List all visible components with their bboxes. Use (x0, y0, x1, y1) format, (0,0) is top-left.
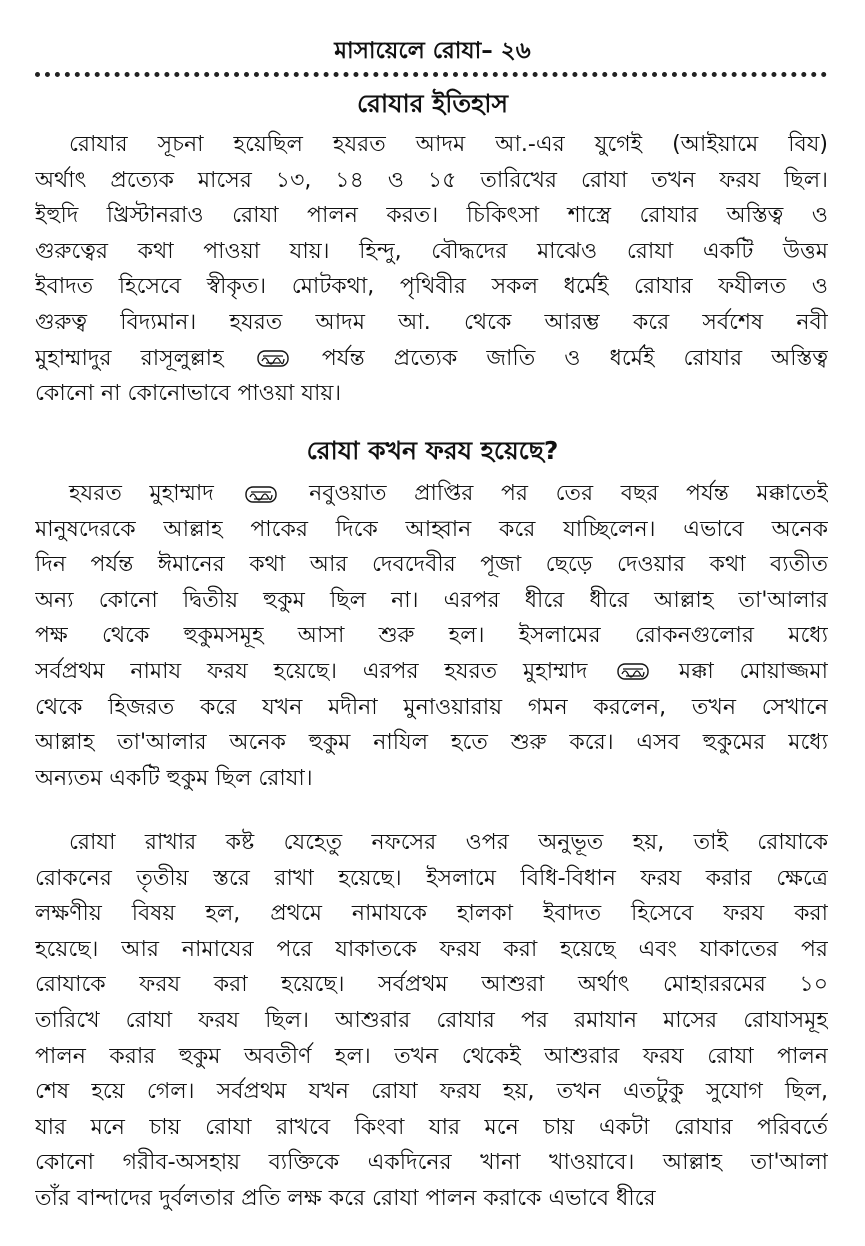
paragraph-fasting-stages (35, 825, 828, 1217)
arabic-calligraphy-salutation-icon (617, 663, 649, 680)
paragraph-when-obligatory (35, 476, 828, 796)
paragraph-history (35, 127, 828, 412)
text-line-segment: পর্যন্ত প্রত্যেক জাতি ও ধর্মেই রোযার অস্তিত্ব (321, 345, 828, 371)
text-line-segment: হযরত মুহাম্মাদ (69, 481, 214, 506)
text-line: লক্ষণীয় বিষয় হল, প্রথমে নামাযকে হালকা ইবাদত হিসেবে ফরয করা (35, 901, 828, 927)
text-line: ইবাদত হিসেবে স্বীকৃত। মোটকথা, পৃথিবীর সকল ধর্মেই রোযার ফযীলত ও (35, 274, 828, 300)
text-line: দিন পর্যন্ত ঈমানের কথা আর দেবদেবীর পূজা ছেড়ে দেওয়ার কথা ব্যতীত (35, 552, 828, 578)
text-line: রোযাকে ফরয করা হয়েছে। সর্বপ্রথম আশুরা অর্থাৎ মোহাররমের ১০ (35, 972, 828, 998)
text-line: তাঁর বান্দাদের দুর্বলতার প্রতি লক্ষ করে রোযা পালন করাকে এভাবে ধীরে (35, 1185, 656, 1211)
arabic-calligraphy-salutation-icon (257, 350, 289, 367)
text-line: রোযার সূচনা হয়েছিল হযরত আদম আ.-এর যুগেই (আইয়ামে বিয) (69, 132, 828, 157)
section-heading-history: রোযার ইতিহাস (356, 89, 509, 118)
text-line-segment: সর্বপ্রথম নামায ফরয হয়েছে। এরপর হযরত মুহাম্মাদ (35, 658, 588, 684)
text-line: অন্য কোনো দ্বিতীয় হুকুম ছিল না। এরপর ধীরে ধীরে আল্লাহ তা'আলার (35, 587, 828, 613)
text-line: আল্লাহ তা'আলার অনেক হুকুম নাযিল হতে শুরু করে। এসব হুকুমের মধ্যে (35, 730, 828, 756)
text-line-segment: মক্কা মোয়াজ্জমা (678, 658, 828, 684)
text-line: অন্যতম একটি হুকুম ছিল রোযা। (35, 765, 313, 791)
dotted-divider (35, 72, 827, 77)
text-line: তারিখে রোযা ফরয ছিল। আশুরার রোযার পর রমাযান মাসের রোযাসমূহ (35, 1007, 828, 1033)
text-line: কোনো গরীব-অসহায় ব্যক্তিকে একদিনের খানা খাওয়াবে। আল্লাহ তা'আলা (35, 1150, 828, 1176)
text-line (35, 341, 828, 377)
text-line: মানুষদেরকে আল্লাহ পাকের দিকে আহ্বান করে যাচ্ছিলেন। এভাবে অনেক (35, 516, 828, 542)
section-heading-when-obligatory: রোযা কখন ফরয হয়েছে? (306, 436, 559, 465)
arabic-calligraphy-salutation-icon (245, 486, 277, 503)
text-line: গুরুত্ব বিদ্যমান। হযরত আদম আ. থেকে আরম্ভ করে সর্বশেষ নবী (35, 309, 828, 335)
text-line: যার মনে চায় রোযা রাখবে কিংবা যার মনে চায় একটা রোযার পরিবর্তে (35, 1114, 828, 1140)
text-line: পক্ষ থেকে হুকুমসমূহ আসা শুরু হল। ইসলামের রোকনগুলোর মধ্যে (35, 623, 828, 649)
text-line (35, 654, 828, 690)
text-line: হয়েছে। আর নামাযের পরে যাকাতকে ফরয করা হয়েছে এবং যাকাতের পর (35, 936, 828, 962)
text-line: ইহুদি খ্রিস্টানরাও রোযা পালন করত। চিকিৎসা শাস্ত্রে রোযার অস্তিত্ব ও (35, 203, 828, 229)
text-line: অর্থাৎ প্রত্যেক মাসের ১৩, ১৪ ও ১৫ তারিখের রোযা তখন ফরয ছিল। (35, 167, 828, 193)
text-line: কোনো না কোনোভাবে পাওয়া যায়। (35, 381, 342, 407)
text-line-segment: নবুওয়াত প্রাপ্তির পর তের বছর পর্যন্ত মক্কাতেই (309, 481, 828, 506)
text-line: রোকনের তৃতীয় স্তরে রাখা হয়েছে। ইসলামে বিধি-বিধান ফরয করার ক্ষেত্রে (35, 865, 828, 891)
text-line (35, 476, 828, 512)
text-line: পালন করার হুকুম অবতীর্ণ হল। তখন থেকেই আশুরার ফরয রোযা পালন (35, 1043, 828, 1069)
text-line-segment: মুহাম্মাদুর রাসূলুল্লাহ (35, 345, 224, 371)
text-line: গুরুত্বের কথা পাওয়া যায়। হিন্দু, বৌদ্ধদের মাঝেও রোযা একটি উত্তম (35, 238, 828, 264)
text-line: রোযা রাখার কষ্ট যেহেতু নফসের ওপর অনুভূত হয়, তাই রোযাকে (69, 830, 828, 855)
running-head: মাসায়েলে রোযা– ২৬ (334, 38, 531, 64)
text-line: শেষ হয়ে গেল। সর্বপ্রথম যখন রোযা ফরয হয়, তখন এতটুকু সুযোগ ছিল, (35, 1079, 828, 1105)
text-line: থেকে হিজরত করে যখন মদীনা মুনাওয়ারায় গমন করলেন, তখন সেখানে (35, 694, 828, 720)
